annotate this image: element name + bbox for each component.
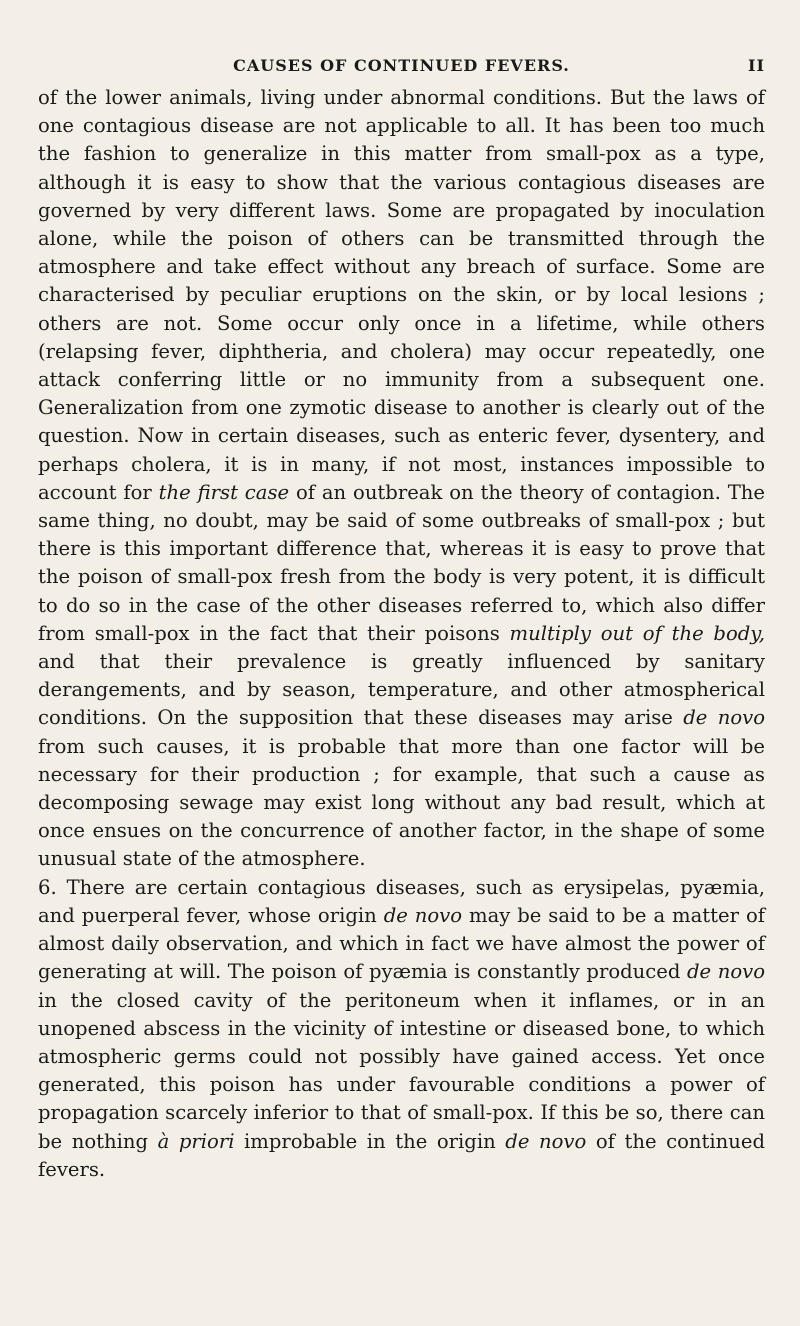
italic-run: de novo bbox=[383, 903, 463, 927]
running-title: CAUSES OF CONTINUED FEVERS. bbox=[233, 56, 570, 75]
paragraph-1 bbox=[38, 84, 765, 874]
text-run: of an outbreak on the theory of contagion. The same thing, no doubt, may be said of some outbreaks of small-pox ; but there is this important difference that, whereas it is easy to prove that the poison of small-pox fresh from the body is very potent, it is difficult to do so in the case of the other diseases referred to, which also differ from small-pox in the fact that their poisons bbox=[38, 480, 766, 645]
italic-run: multiply out of the body, bbox=[509, 621, 765, 645]
body-text bbox=[38, 84, 765, 1184]
page-number: II bbox=[748, 56, 765, 75]
text-run: 6. There are certain contagious diseases, such as erysipelas, pyæmia, and puerperal fever, whose origin bbox=[38, 875, 765, 927]
paragraph-2 bbox=[38, 874, 765, 1184]
italic-run: the first case bbox=[158, 480, 290, 504]
page-header bbox=[38, 54, 765, 84]
text-run: in the closed cavity of the peritoneum when it inflames, or in an unopened abscess in the vicinity of intestine or diseased bone, to which atmospheric germs could not possibly have gained access. Yet once generated, this poison has under favourable conditions a power of propagation scarcely inferior to that of small-pox. If this be so, there can be nothing bbox=[38, 988, 765, 1153]
book-page bbox=[38, 54, 765, 1184]
text-run: and that their prevalence is greatly influenced by sanitary derangements, and by season, temperature, and other atmospherical conditions. On the supposition that these diseases may arise bbox=[38, 650, 765, 730]
italic-run: à priori bbox=[157, 1129, 235, 1153]
text-run: from such causes, it is probable that more than one factor will be necessary for their production ; for example, that such a cause as decomposing sewage may exist long without any bad result, which at once ensues on the concurrence of another factor, in the shape of some unusual state of the atmosphere. bbox=[38, 734, 765, 871]
text-run: may be said to be a matter of almost daily observation, and which in fact we have almost the power of generating at will. The poison of pyæmia is constantly produced bbox=[38, 903, 765, 984]
text-run: improbable in the origin bbox=[234, 1129, 506, 1153]
text-run: of the lower animals, living under abnormal conditions. But the laws of one contagious disease are not applicable to all. It has been too much the fashion to generalize in this matter from small-pox as a type, although it is easy to show that the various contagious diseases are governed by very different laws. Some are propagated by inoculation alone, while the poison of others can be transmitted through the atmosphere and take effect without any breach of surface. Some are characterised by peculiar eruptions on the skin, or by local lesions ; others are not. Some occur only once in a lifetime, while others (relapsing fever, diphtheria, and cholera) may occur repeatedly, one attack conferring little or no immunity from a subsequent one. Generalization from one zymotic disease to another is clearly out of the question. Now in certain diseases, such as enteric fever, dysentery, and perhaps cholera, it is in many, if not most, instances impossible to account for bbox=[38, 86, 765, 504]
italic-run: de novo bbox=[683, 706, 765, 730]
text-run: of the continued fevers. bbox=[38, 1129, 766, 1181]
italic-run: de novo bbox=[687, 960, 766, 984]
italic-run: de novo bbox=[505, 1129, 587, 1153]
